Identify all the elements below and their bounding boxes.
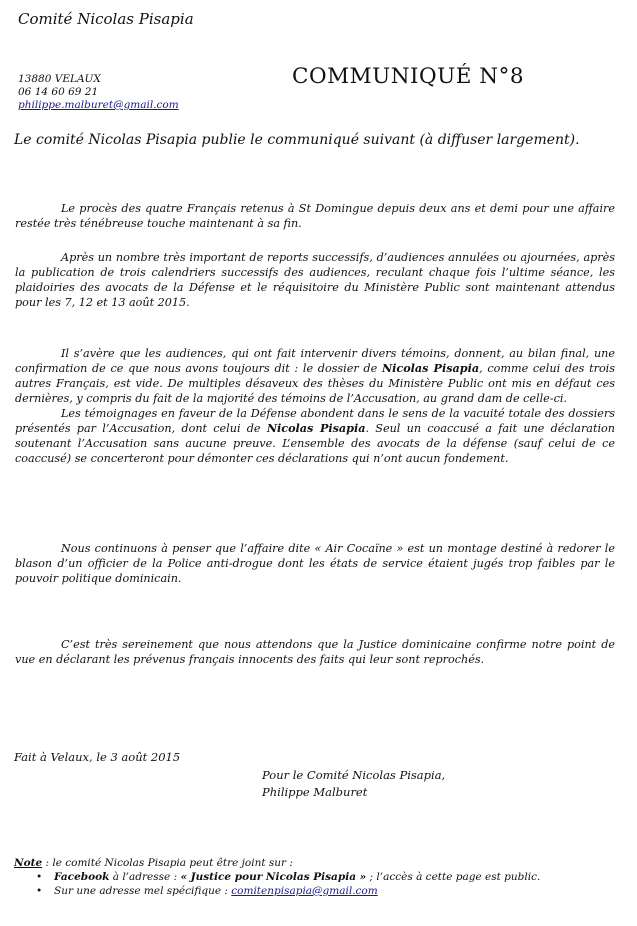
paragraph-4 [15,541,615,586]
signature-line-1: Pour le Comité Nicolas Pisapia, [262,768,446,782]
signature-line-2: Philippe Malburet [262,785,368,799]
text-segment: ; l’accès à cette page est public. [366,871,541,883]
committee-email-link[interactable]: comitenpisapia@gmail.com [231,885,378,897]
document-title: COMMUNIQUÉ N°8 [292,64,525,89]
bold-name: Nicolas Pisapia [381,361,480,375]
paragraph-1 [15,201,615,231]
text-segment: à l’adresse : [109,871,181,883]
facebook-page-name: « Justice pour Nicolas Pisapia » [180,871,367,883]
contact-note [14,856,614,898]
paragraph-3a [15,346,615,406]
list-item [36,870,614,884]
paragraph-2 [15,250,615,310]
organization-name: Comité Nicolas Pisapia [18,10,194,28]
text-segment: Sur une adresse mel spécifique : [54,885,232,897]
paragraph-text: Après un nombre très important de reports successifs, d’audiences annulées ou ajournées, après la publication de trois calendriers successifs des audiences, reculant chaque fois l’ultime séance, les plaidoiries des avocats de la Défense et le réquisitoire du Ministère Public sont maintenant attendus pour les 7, 12 et 13 août 2015. [15,251,615,309]
text-segment: Les témoignages en faveur de la Défense abondent dans le sens de la vacuité totale des dossiers présentés par l’Accusation, dont celui de [15,407,615,435]
contact-list [14,870,614,898]
signature-date: Fait à Velaux, le 3 août 2015 [14,750,181,764]
note-intro [14,856,614,870]
bullet-icon: • [36,885,43,897]
paragraph-3b [15,406,615,466]
lead-sentence: Le comité Nicolas Pisapia publie le communiqué suivant (à diffuser largement). [14,132,580,148]
paragraph-text: Le procès des quatre Français retenus à St Domingue depuis deux ans et demi pour une affaire restée très ténébreuse touche maintenant à sa fin. [15,202,615,230]
bold-name: Nicolas Pisapia [266,421,366,435]
list-item [36,884,614,898]
facebook-label: Facebook [54,871,110,883]
note-label: Note [14,857,43,869]
signature-block [262,767,445,801]
address-city: 13880 VELAUX [18,73,101,85]
sender-address [18,73,179,112]
address-phone: 06 14 60 69 21 [18,86,99,98]
text-segment: . Seul un coaccusé a fait une déclaration soutenant l’Accusation sans aucune preuve. L’ensemble des avocats de la défense (sauf celui de ce coaccusé) se concerteront pour démonter ces déclarations qui n’ont aucun fondement. [15,422,615,465]
paragraph-text: C’est très sereinement que nous attendons que la Justice dominicaine confirme notre point de vue en déclarant les prévenus français innocents des faits qui leur sont reprochés. [15,638,615,666]
address-email-link[interactable]: philippe.malburet@gmail.com [18,99,179,111]
note-intro-text: : le comité Nicolas Pisapia peut être joint sur : [42,857,293,869]
text-segment: , comme celui des trois autres Français, est vide. De multiples désaveux des thèses du Ministère Public ont mis en défaut ces dernières, y compris du fait de la majorité des témoins de l’Accusation, au grand dam de celle-ci. [15,362,615,405]
bullet-icon: • [36,871,43,883]
text-segment: Il s’avère que les audiences, qui ont fait intervenir divers témoins, donnent, au bilan final, une confirmation de ce que nous avons toujours dit : le dossier de [15,347,615,375]
paragraph-3 [15,346,615,466]
paragraph-text: Nous continuons à penser que l’affaire dite « Air Cocaïne » est un montage destiné à redorer le blason d’un officier de la Police anti-drogue dont les états de service étaient jugés trop faibles par le pouvoir politique dominicain. [15,542,615,585]
paragraph-5 [15,637,615,667]
